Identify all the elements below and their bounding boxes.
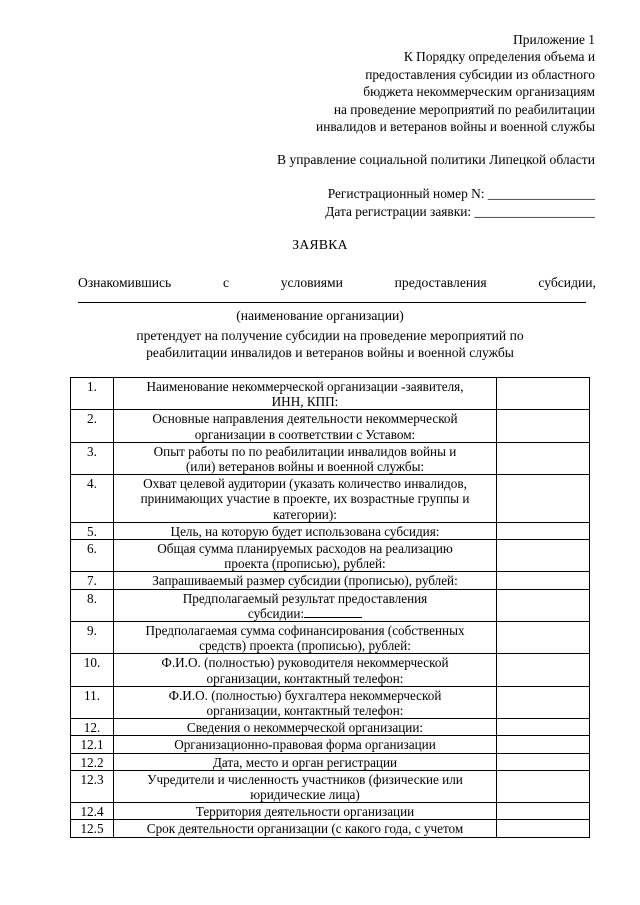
row-number: 12.3 xyxy=(71,770,114,802)
row-label xyxy=(114,803,497,820)
table-row xyxy=(71,654,590,686)
row-number: 12.5 xyxy=(71,820,114,837)
row-label xyxy=(114,522,497,539)
row-label xyxy=(114,736,497,753)
row-label-line: Ф.И.О. (полностью) бухгалтера некоммерческой xyxy=(168,687,442,703)
row-label-line: Цель, на которую будет использована субсидия: xyxy=(170,523,440,539)
row-value-cell[interactable] xyxy=(497,442,590,474)
row-value-cell[interactable] xyxy=(497,803,590,820)
appendix-line: К Порядку определения объема и xyxy=(403,49,595,65)
row-label-line: Предполагаемая сумма софинансирования (собственных xyxy=(145,623,465,639)
registration-block xyxy=(325,185,595,220)
row-number: 11. xyxy=(71,686,114,718)
row-value-cell[interactable] xyxy=(497,589,590,621)
row-label-line: Запрашиваемый размер субсидии (прописью), рублей: xyxy=(152,573,458,589)
appendix-line: бюджета некоммерческим организациям xyxy=(363,84,595,100)
row-label-line: категории): xyxy=(273,506,337,522)
intro-line xyxy=(78,275,596,291)
row-number: 3. xyxy=(71,442,114,474)
row-label-line: Сведения о некоммерческой организации: xyxy=(186,720,424,736)
row-value-cell[interactable] xyxy=(497,410,590,442)
row-label-line: Учредители и численность участников (физические или xyxy=(147,771,463,787)
row-label-line: Организационно-правовая форма организации xyxy=(174,737,436,753)
table-row xyxy=(71,540,590,572)
row-number: 12.1 xyxy=(71,736,114,753)
row-label-line: Опыт работы по по реабилитации инвалидов войны и xyxy=(153,443,457,459)
row-value-cell[interactable] xyxy=(497,686,590,718)
row-value-cell[interactable] xyxy=(497,654,590,686)
row-number: 7. xyxy=(71,572,114,589)
row-value-cell[interactable] xyxy=(497,622,590,654)
row-number: 6. xyxy=(71,540,114,572)
row-label-line: Территория деятельности организации xyxy=(195,804,415,820)
table-row xyxy=(71,589,590,621)
row-label-line: средств) проекта (прописью), рублей: xyxy=(199,638,411,654)
row-label-line xyxy=(116,606,494,621)
table-row xyxy=(71,719,590,736)
appendix-line: инвалидов и ветеранов войны и военной службы xyxy=(316,119,595,135)
table-row xyxy=(71,410,590,442)
row-label-line: ИНН, КПП: xyxy=(271,394,339,410)
row-label-line: проекта (прописью), рублей: xyxy=(224,556,386,572)
row-label-line: организации, контактный телефон: xyxy=(206,670,404,686)
row-label xyxy=(114,719,497,736)
row-label xyxy=(114,378,497,410)
row-value-cell[interactable] xyxy=(497,753,590,770)
appendix-line: предоставления субсидии из областного xyxy=(365,66,595,82)
row-label-line: Ф.И.О. (полностью) руководителя некоммерческой xyxy=(161,655,449,671)
application-table xyxy=(70,377,590,838)
row-label xyxy=(114,410,497,442)
intro-word: с xyxy=(222,275,229,290)
row-number: 1. xyxy=(71,378,114,410)
row-value-cell[interactable] xyxy=(497,378,590,410)
registration-number: Регистрационный номер N: ________________ xyxy=(327,186,595,201)
row-number: 9. xyxy=(71,622,114,654)
row-number: 10. xyxy=(71,654,114,686)
row-label xyxy=(114,820,497,837)
appendix-line: Приложение 1 xyxy=(513,32,595,47)
row-label-line: Охват целевой аудитории (указать количество инвалидов, xyxy=(143,476,467,492)
table-row xyxy=(71,820,590,837)
row-number: 12.2 xyxy=(71,753,114,770)
intro-word: Ознакомившись xyxy=(78,275,172,290)
table-row xyxy=(71,686,590,718)
row-label-line: Срок деятельности организации (с какого года, с учетом xyxy=(146,821,464,837)
row-number: 12. xyxy=(71,719,114,736)
row-label xyxy=(114,475,497,523)
table-row xyxy=(71,442,590,474)
row-label xyxy=(114,540,497,572)
row-number: 5. xyxy=(71,522,114,539)
fill-in-blank[interactable] xyxy=(304,606,362,618)
row-label-line: Общая сумма планируемых расходов на реализацию xyxy=(157,541,453,557)
table-row xyxy=(71,736,590,753)
row-label-text: субсидии: xyxy=(247,605,305,621)
row-number: 2. xyxy=(71,410,114,442)
document-title: ЗАЯВКА xyxy=(292,237,348,252)
table-row xyxy=(71,378,590,410)
table-row xyxy=(71,475,590,523)
table-row xyxy=(71,753,590,770)
table-row xyxy=(71,572,590,589)
row-label-line: юридические лица) xyxy=(250,787,360,803)
row-value-cell[interactable] xyxy=(497,540,590,572)
table-row xyxy=(71,770,590,802)
row-label-line: организации в соответствии с Уставом: xyxy=(194,426,416,442)
table-row xyxy=(71,622,590,654)
claims-line: претендует на получение субсидии на проведение мероприятий по xyxy=(136,328,524,343)
table-row xyxy=(71,803,590,820)
organization-name-blank[interactable] xyxy=(78,302,586,303)
row-label xyxy=(114,622,497,654)
row-number: 8. xyxy=(71,589,114,621)
registration-date: Дата регистрации заявки: __________________ xyxy=(325,203,595,219)
row-label-line: принимающих участие в проекте, их возрастные группы и xyxy=(140,491,470,507)
intro-word: предоставления xyxy=(394,275,487,290)
claims-line: реабилитации инвалидов и ветеранов войны и военной службы xyxy=(146,345,514,361)
row-number: 4. xyxy=(71,475,114,523)
row-label xyxy=(114,589,497,621)
row-value-cell[interactable] xyxy=(497,572,590,589)
row-value-cell[interactable] xyxy=(497,770,590,802)
row-label xyxy=(114,770,497,802)
row-label-line: Основные направления деятельности некоммерческой xyxy=(152,411,458,427)
row-value-cell[interactable] xyxy=(497,820,590,837)
claims-text xyxy=(0,327,640,362)
row-number: 12.4 xyxy=(71,803,114,820)
row-label xyxy=(114,572,497,589)
appendix-header xyxy=(235,31,595,135)
row-value-cell[interactable] xyxy=(497,736,590,753)
organization-caption: (наименование организации) xyxy=(236,308,404,323)
row-label-line: организации, контактный телефон: xyxy=(206,703,404,719)
row-value-cell[interactable] xyxy=(497,522,590,539)
row-label xyxy=(114,686,497,718)
row-label-line: Наименование некоммерческой организации -заявителя, xyxy=(146,379,464,394)
addressee: В управление социальной политики Липецкой области xyxy=(276,152,595,167)
row-label xyxy=(114,654,497,686)
table-row xyxy=(71,522,590,539)
row-label xyxy=(114,442,497,474)
row-label-line: Дата, место и орган регистрации xyxy=(212,754,398,770)
intro-word: субсидии, xyxy=(538,275,596,290)
row-value-cell[interactable] xyxy=(497,719,590,736)
row-label-line: Предполагаемый результат предоставления xyxy=(182,590,428,606)
row-label xyxy=(114,753,497,770)
row-label-line: (или) ветеранов войны и военной службы: xyxy=(185,459,425,475)
intro-word: условиями xyxy=(280,275,343,290)
row-value-cell[interactable] xyxy=(497,475,590,523)
appendix-line: на проведение мероприятий по реабилитации xyxy=(333,101,595,117)
